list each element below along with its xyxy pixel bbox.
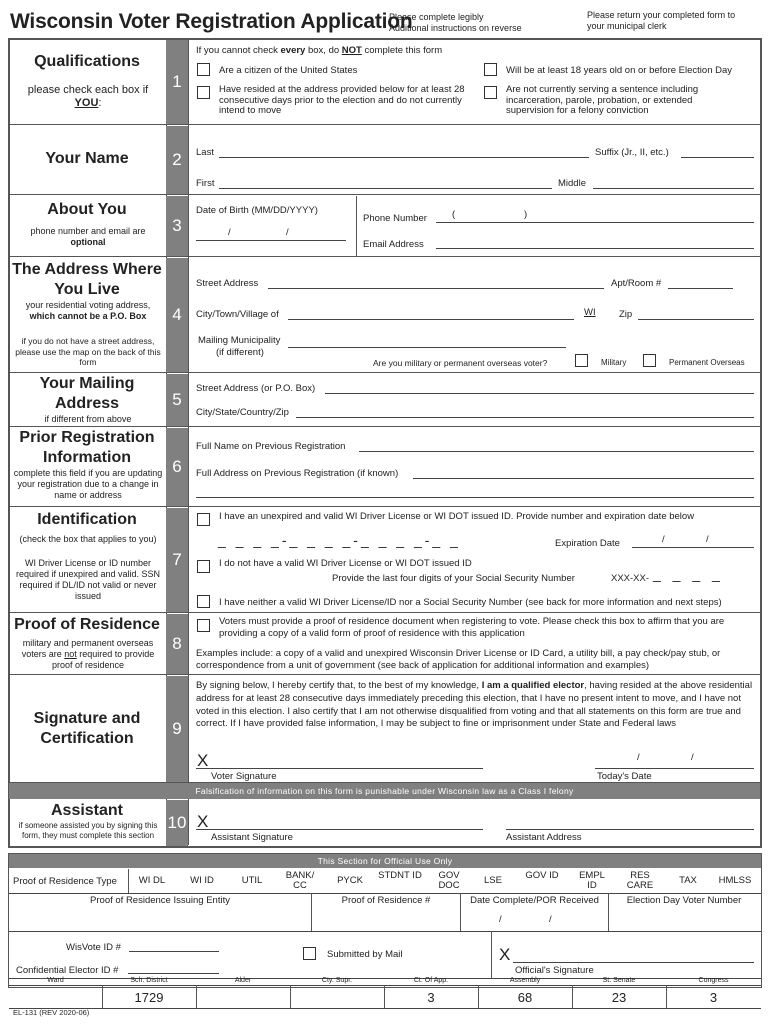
district-value-sch-district[interactable]: 1729	[134, 990, 164, 1005]
suffix-label: Suffix (Jr., II, etc.)	[595, 147, 669, 158]
district-label-alder: Alder	[234, 977, 252, 984]
official-signature-x: X	[499, 945, 511, 964]
qualifications-heading: Qualifications	[34, 53, 140, 70]
por-type-gov-doc[interactable]: GOV DOC	[438, 870, 460, 891]
apt-label: Apt/Room #	[611, 278, 662, 289]
section-9-number: 9	[166, 676, 188, 782]
mail-city-field[interactable]	[296, 417, 754, 418]
district-label-st-senate: St. Senate	[602, 977, 636, 984]
proof-affirm-label: Voters must provide a proof of residence document when registering to vote. Please check this box to affirm that you are providing a copy of a valid form of proof of residence with this application	[219, 616, 725, 639]
por-type-pyck[interactable]: PYCK	[337, 875, 363, 886]
confidential-id-field[interactable]	[128, 973, 219, 974]
por-type-hmlss[interactable]: HMLSS	[718, 875, 752, 886]
email-label: Email Address	[363, 239, 424, 250]
section-7-number: 7	[166, 508, 188, 612]
prior-address-field-2[interactable]	[196, 497, 754, 498]
dob-label: Date of Birth (MM/DD/YYYY)	[196, 205, 318, 216]
middle-name-label: Middle	[558, 178, 586, 189]
military-label: Military	[601, 358, 627, 367]
state-wi: WI	[584, 307, 596, 318]
por-type-gov-id[interactable]: GOV ID	[525, 870, 559, 881]
expiration-field[interactable]	[632, 547, 754, 548]
military-checkbox[interactable]	[575, 354, 588, 367]
district-label-ct-of-app: Ct. Of App.	[413, 977, 449, 984]
phone-paren-open: (	[452, 209, 456, 220]
felony-label: Are not currently serving a sentence including incarceration, parole, probation, or extended supervision for a felony conviction	[506, 84, 699, 116]
proof-examples: Examples include: a copy of a valid and unexpired Wisconsin Driver License or ID Card, a utility bill, a pay check/pay stub, or correspondence from a unit of government (see back of application for additional information and examples)	[196, 648, 721, 671]
district-label-ward: Ward	[47, 977, 64, 984]
about-you-heading: About You	[47, 201, 127, 218]
ssn-label: Provide the last four digits of your Social Security Number	[332, 573, 575, 584]
district-value-st-senate[interactable]: 23	[611, 990, 627, 1005]
wisvote-id-label: WisVote ID #	[66, 942, 121, 953]
voter-signature-label: Voter Signature	[211, 771, 277, 782]
proof-residence-heading: Proof of Residence	[14, 616, 160, 633]
por-type-tax[interactable]: TAX	[679, 875, 697, 886]
district-value-ct-of-app[interactable]: 3	[427, 990, 435, 1005]
street-address-label: Street Address	[196, 278, 259, 289]
district-value-ward[interactable]	[9, 988, 102, 1008]
certification-text: By signing below, I hereby certify that, to the best of my knowledge, I am a qualified elector, having resided at the above residential address for at least 28 consecutive days immediately preceding this election, that I have no present intent to move, and I have not voted in this election. I also certify that I am not otherwise disqualified from voting and that all statements on this form are true and correct. If I have provided false information, I may be subject to fine or imprisonment under State and Federal laws	[196, 680, 753, 730]
mail-city-label: City/State/Country/Zip	[196, 407, 289, 418]
exp-slash-2: /	[706, 534, 709, 545]
proof-residence-subtitle: military and permanent overseas voters are not required to provide proof of residence	[21, 638, 155, 670]
first-name-label: First	[196, 178, 215, 189]
assistant-signature-label: Assistant Signature	[211, 832, 293, 843]
assistant-signature-x: X	[197, 812, 209, 831]
assistant-address-field[interactable]	[506, 829, 754, 830]
first-name-field[interactable]	[219, 188, 552, 189]
residence-label: Have resided at the address provided below for at least 28 consecutive days prior to the election and do not currently intend to move	[219, 84, 465, 116]
mailing-municipality-sub: (if different)	[216, 347, 264, 358]
about-you-subtitle: phone number and email are optional	[30, 226, 146, 247]
dob-slash-1: /	[228, 227, 231, 238]
phone-label: Phone Number	[363, 213, 427, 224]
zip-field[interactable]	[638, 319, 754, 320]
residence-checkbox[interactable]	[197, 86, 210, 99]
street-address-field[interactable]	[268, 288, 604, 289]
prior-registration-subtitle: complete this field if you are updating your registration due to a change in name or address	[13, 468, 163, 500]
proof-affirm-checkbox[interactable]	[197, 619, 210, 632]
district-label-cty-supr: Cty. Supr.	[321, 977, 353, 984]
section-3-number: 3	[166, 196, 188, 256]
phone-field[interactable]	[436, 222, 754, 223]
identification-subtitle: (check the box that applies to you)	[19, 534, 157, 544]
todays-date-label: Today's Date	[597, 771, 652, 782]
form-title: Wisconsin Voter Registration Application	[10, 10, 413, 33]
date-complete-slash-1: /	[499, 914, 502, 925]
district-label-sch-district: Sch. District	[130, 977, 168, 984]
mailing-municipality-field[interactable]	[288, 347, 566, 348]
voter-signature-field[interactable]	[196, 768, 483, 769]
expiration-label: Expiration Date	[555, 538, 620, 549]
citizen-label: Are a citizen of the United States	[219, 65, 358, 76]
date-slash-2: /	[691, 752, 694, 763]
por-type-lse[interactable]: LSE	[484, 875, 502, 886]
official-signature-label: Official's Signature	[515, 965, 594, 976]
mail-street-field[interactable]	[325, 393, 754, 394]
prior-registration-heading: Prior Registration Information	[19, 429, 155, 466]
por-type-res-care[interactable]: RES CARE	[626, 870, 654, 891]
assistant-address-label: Assistant Address	[506, 832, 582, 843]
age-label: Will be at least 18 years old on or before Election Day	[506, 65, 733, 76]
qualifications-subtitle: please check each box if YOU:	[27, 84, 149, 109]
district-value-cty-supr[interactable]	[290, 988, 384, 1008]
address-no-street-note: if you do not have a street address, please use the map on the back of this form	[15, 336, 161, 367]
has-dl-label: I have an unexpired and valid WI Driver License or WI DOT issued ID. Provide number and expiration date below	[219, 511, 695, 522]
city-field[interactable]	[288, 319, 574, 320]
confidential-id-label: Confidential Elector ID #	[16, 965, 119, 976]
section-8-number: 8	[166, 614, 188, 674]
signature-heading: Signature and Certification	[33, 710, 141, 747]
email-field[interactable]	[436, 248, 754, 249]
zip-label: Zip	[619, 309, 633, 320]
section-5-number: 5	[166, 374, 188, 426]
issuing-entity-label: Proof of Residence Issuing Entity	[90, 895, 230, 906]
date-complete-slash-2: /	[549, 914, 552, 925]
qualifications-instruction: If you cannot check every box, do NOT complete this form	[196, 45, 443, 56]
section-4-number: 4	[166, 258, 188, 372]
submitted-by-mail-label: Submitted by Mail	[327, 949, 403, 960]
submitted-by-mail-checkbox[interactable]	[303, 947, 316, 960]
official-signature-field[interactable]	[513, 962, 754, 963]
overseas-checkbox[interactable]	[643, 354, 656, 367]
has-dl-checkbox[interactable]	[197, 513, 210, 526]
section-6-number: 6	[166, 428, 188, 506]
todays-date-field[interactable]	[595, 768, 754, 769]
por-number-label: Proof of Residence #	[341, 895, 431, 906]
header-note-right: Please return your completed form to your municipal clerk	[587, 10, 736, 31]
overseas-label: Permanent Overseas	[669, 358, 745, 367]
no-dl-checkbox[interactable]	[197, 560, 210, 573]
prior-name-label: Full Name on Previous Registration	[196, 441, 346, 452]
header-note-left: Please complete legibly Additional instructions on reverse	[389, 12, 522, 33]
por-type-wi-id[interactable]: WI ID	[190, 875, 214, 886]
mailing-municipality-label: Mailing Municipality	[198, 335, 281, 346]
prior-address-field[interactable]	[413, 478, 754, 479]
prior-name-field[interactable]	[359, 451, 754, 452]
prior-address-label: Full Address on Previous Registration (if known)	[196, 468, 399, 479]
district-value-congress[interactable]: 3	[709, 990, 718, 1005]
section-2-number: 2	[166, 126, 188, 194]
date-complete-label: Date Complete/POR Received	[470, 895, 599, 906]
ssn-prefix: XXX-XX-	[611, 573, 650, 584]
assistant-subtitle: if someone assisted you by signing this form, they must complete this section	[18, 821, 158, 840]
dob-slash-2: /	[286, 227, 289, 238]
official-use-bar: This Section for Official Use Only	[9, 854, 761, 868]
district-value-alder[interactable]	[196, 988, 290, 1008]
date-slash-1: /	[637, 752, 640, 763]
falsification-warning: Falsification of information on this form is punishable under Wisconsin law as a Class I felony	[9, 783, 760, 799]
por-type-wi-dl[interactable]: WI DL	[138, 875, 166, 886]
neither-label: I have neither a valid WI Driver License/ID nor a Social Security Number (see back for more information and next steps)	[219, 597, 722, 608]
por-type-stdnt-id[interactable]: STDNT ID	[378, 870, 422, 881]
no-dl-label: I do not have a valid WI Driver License or WI DOT issued ID	[219, 558, 472, 569]
por-type-label: Proof of Residence Type	[13, 876, 117, 887]
assistant-signature-field[interactable]	[196, 829, 483, 830]
middle-name-field[interactable]	[593, 188, 754, 189]
dob-field[interactable]	[196, 240, 346, 241]
mailing-address-subtitle: if different from above	[44, 414, 132, 424]
district-label-assembly: Assembly	[509, 977, 541, 984]
apt-field[interactable]	[668, 288, 733, 289]
por-type-bank-cc[interactable]: BANK/ CC	[285, 870, 315, 891]
district-label-congress: Congress	[698, 977, 729, 984]
por-type-empl-id[interactable]: EMPL ID	[579, 870, 605, 891]
por-type-util[interactable]: UTIL	[241, 875, 263, 886]
form-version: EL-131 (REV 2020-06)	[13, 1008, 90, 1017]
felony-checkbox[interactable]	[484, 86, 497, 99]
city-label: City/Town/Village of	[196, 309, 279, 320]
identification-heading: Identification	[37, 511, 137, 528]
age-checkbox[interactable]	[484, 63, 497, 76]
your-name-heading: Your Name	[45, 150, 129, 167]
last-name-field[interactable]	[219, 157, 589, 158]
neither-checkbox[interactable]	[197, 595, 210, 608]
ssn-field[interactable]: _ _ _ _	[653, 566, 724, 582]
election-day-voter-number-label: Election Day Voter Number	[626, 895, 742, 906]
citizen-checkbox[interactable]	[197, 63, 210, 76]
mail-street-label: Street Address (or P.O. Box)	[196, 383, 316, 394]
phone-paren-close: )	[524, 209, 528, 220]
voter-signature-x: X	[197, 751, 209, 770]
district-value-assembly[interactable]: 68	[517, 990, 533, 1005]
section-10-number: 10	[166, 800, 188, 846]
last-name-label: Last	[196, 147, 214, 158]
suffix-field[interactable]	[681, 157, 754, 158]
section-1-number: 1	[166, 40, 188, 124]
wisvote-id-field[interactable]	[129, 951, 219, 952]
dl-number-field[interactable]: _ _ _ _-_ _ _ _-_ _ _ _-_ _	[218, 532, 461, 548]
address-subtitle: your residential voting address, which cannot be a P.O. Box	[25, 300, 151, 321]
mailing-address-heading: Your Mailing Address	[39, 375, 135, 412]
exp-slash-1: /	[662, 534, 665, 545]
address-heading: The Address Where You Live	[12, 261, 162, 298]
assistant-heading: Assistant	[50, 802, 124, 819]
identification-note: WI Driver License or ID number required if unexpired and valid. SSN required if DL/ID not valid or never issued	[15, 558, 161, 601]
military-question: Are you military or permanent overseas voter?	[373, 358, 548, 368]
